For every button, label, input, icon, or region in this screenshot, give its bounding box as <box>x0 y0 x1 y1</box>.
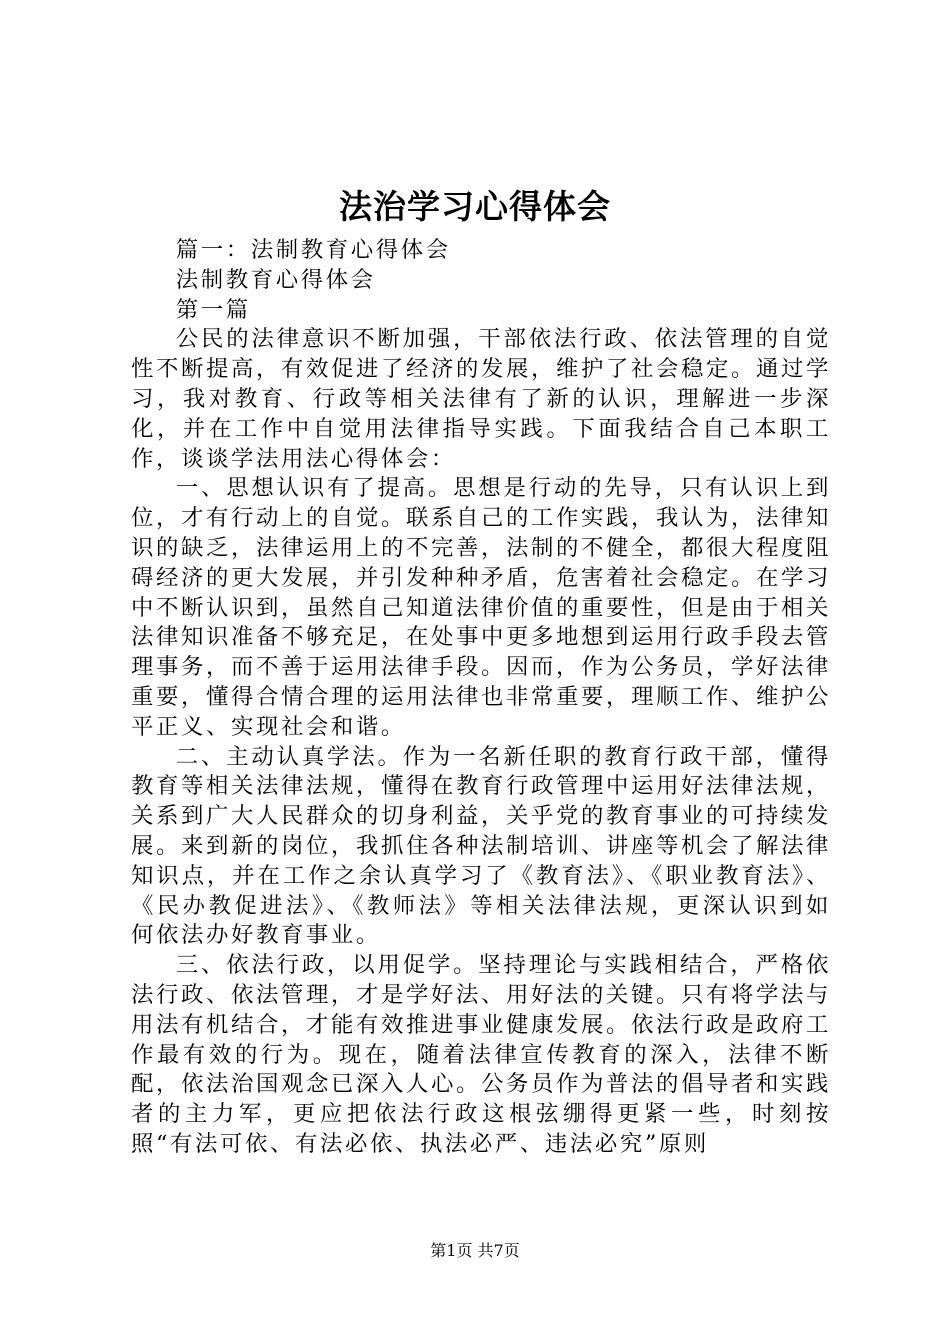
section-heading: 篇一：法制教育心得体会 <box>175 237 451 263</box>
body-paragraph: 二、主动认真学法。作为一名新任职的教育行政干部，懂得教育等相关法律法规，懂得在教育行政管理中运用好法律法规，关系到广大人民群众的切身利益，关乎党的教育事业的可持续发展。来到新的岗位，我抓住各种法制培训、讲座等机会了解法律知识点，并在工作之余认真学习了《教育法》、《职业教育法》、《民办教促进法》、《教师法》等相关法律法规，更深认识到如何依法办好教育事业。 <box>131 743 831 949</box>
body-paragraph: 三、依法行政，以用促学。坚持理论与实践相结合，严格依法行政、依法管理，才是学好法、用好法的关键。只有将学法与用法有机结合，才能有效推进事业健康发展。依法行政是政府工作最有效的行为。现在，随着法律宣传教育的深入，法律不断配，依法治国观念已深入人心。公务员作为普法的倡导者和实践者的主力军，更应把依法行政这根弦绷得更紧一些，时刻按照“有法可依、有法必依、执法必严、违法必究”原则 <box>131 952 831 1157</box>
document-body <box>131 236 831 1160</box>
body-paragraph: 公民的法律意识不断加强，干部依法行政、依法管理的自觉性不断提高，有效促进了经济的发展，维护了社会稳定。通过学习，我对教育、行政等相关法律有了新的认识，理解进一步深化，并在工作中自觉用法律指导实践。下面我结合自己本职工作，谈谈学法用法心得体会： <box>131 326 831 472</box>
page-number-footer: 第1页 共7页 <box>430 1241 520 1260</box>
body-paragraph: 一、思想认识有了提高。思想是行动的先导，只有认识上到位，才有行动上的自觉。联系自己的工作实践，我认为，法律知识的缺乏，法律运用上的不完善，法制的不健全，都很大程度阻碍经济的更大发展，并引发种种矛盾，危害着社会稳定。在学习中不断认识到，虽然自己知道法律价值的重要性，但是由于相关法律知识准备不够充足，在处事中更多地想到运用行政手段去管理事务，而不善于运用法律手段。因而，作为公务员，学好法律重要，懂得合情合理的运用法律也非常重要，理顺工作、维护公平正义、实现社会和谐。 <box>131 475 831 740</box>
subsection-heading: 法制教育心得体会 <box>175 266 376 293</box>
chapter-label: 第一篇 <box>175 296 251 323</box>
document-title: 法治学习心得体会 <box>339 187 611 226</box>
